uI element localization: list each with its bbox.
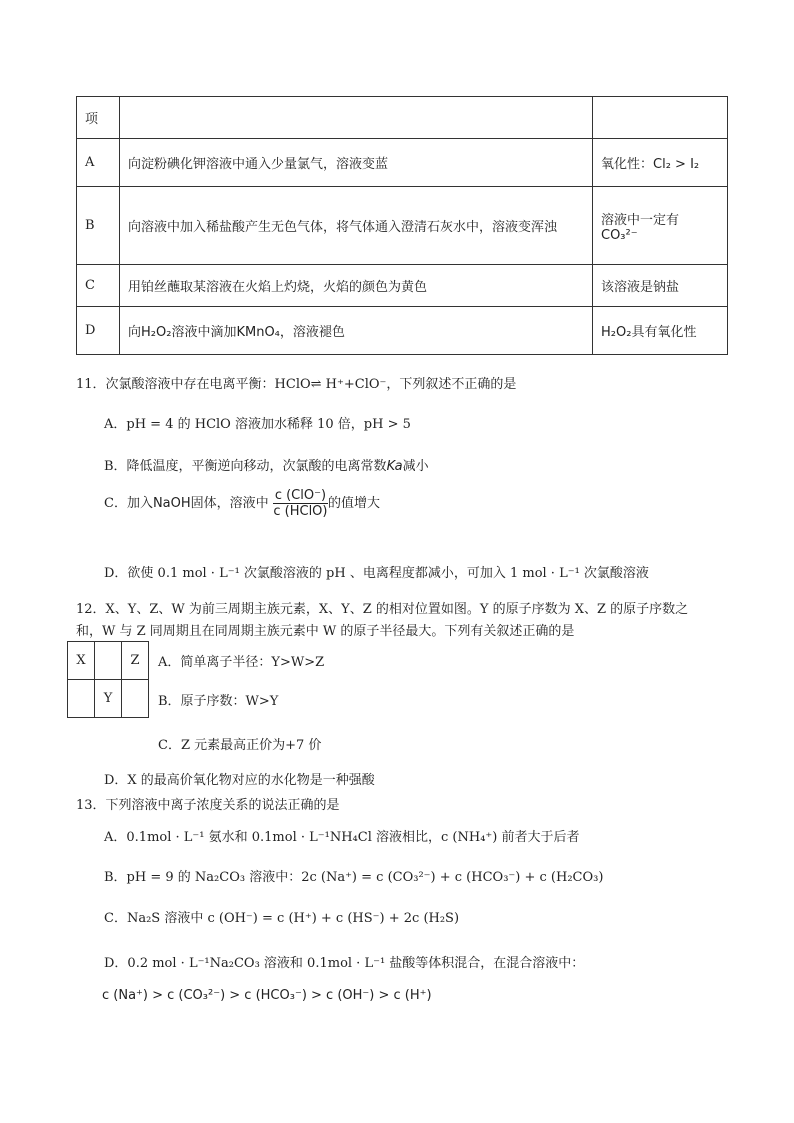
table-header-cell: 项 — [77, 97, 120, 139]
q11-option-a: A．pH = 4 的 HClO 溶液加水稀释 10 倍，pH > 5 — [104, 417, 411, 432]
periodic-position-grid: X Z Y — [67, 641, 149, 718]
experiment-table — [76, 96, 728, 355]
question-12-stem-line1: 12．X、Y、Z、W 为前三周期主族元素，X、Y、Z 的相对位置如图。Y 的原子序数为 X、Z 的原子序数之 — [76, 602, 689, 617]
table-row: B 向溶液中加入稀盐酸产生无色气体，将气体通入澄清石灰水中，溶液变浑浊 溶液中一定有 CO₃²⁻ — [77, 187, 728, 265]
q13-option-b: B．pH = 9 的 Na₂CO₃ 溶液中：2c (Na⁺) = c (CO₃²⁻) + c (HCO₃⁻) + c (H₂CO₃) — [104, 870, 604, 885]
table-row: D 向H₂O₂溶液中滴加KMnO₄，溶液褪色 H₂O₂具有氧化性 — [77, 307, 728, 355]
question-12-stem-line2: 和，W 与 Z 同周期且在同周期主族元素中 W 的原子半径最大。下列有关叙述正确的是 — [76, 624, 575, 639]
question-11-stem: 11．次氯酸溶液中存在电离平衡：HClO⇌ H⁺+ClO⁻，下列叙述不正确的是 — [76, 377, 517, 392]
q12-option-d: D．X 的最高价氧化物对应的水化物是一种强酸 — [104, 773, 375, 788]
q13-option-a: A．0.1mol · L⁻¹ 氨水和 0.1mol · L⁻¹NH₄Cl 溶液相比，c (NH₄⁺) 前者大于后者 — [104, 830, 580, 845]
concentration-fraction: $\frac{\text{c (ClO⁻)}}{\text{c (HClO)}}$ — [273, 488, 328, 519]
q12-option-a: A．简单离子半径：Y>W>Z — [158, 655, 325, 670]
q13-option-c: C．Na₂S 溶液中 c (OH⁻) = c (H⁺) + c (HS⁻) + 2c (H₂S) — [104, 911, 460, 926]
q12-option-b: B．原子序数：W>Y — [158, 694, 279, 709]
question-13-stem: 13．下列溶液中离子浓度关系的说法正确的是 — [76, 798, 340, 813]
q12-option-c: C．Z 元素最高正价为+7 价 — [158, 738, 322, 753]
q11-option-c: C．加入NaOH固体，溶液中 $\frac{\text{c (ClO⁻)}}{\text{c (HClO)}}$ 的值增大 — [104, 488, 381, 519]
q11-option-d: D．欲使 0.1 mol · L⁻¹ 次氯酸溶液的 pH 、电离程度都减小，可加入 1 mol · L⁻¹ 次氯酸溶液 — [104, 566, 649, 581]
table-row: C 用铂丝蘸取某溶液在火焰上灼烧，火焰的颜色为黄色 该溶液是钠盐 — [77, 265, 728, 307]
q13-option-d: D．0.2 mol · L⁻¹Na₂CO₃ 溶液和 0.1mol · L⁻¹ 盐酸等体积混合，在混合溶液中： — [104, 956, 585, 971]
q13-option-d-inequality: c (Na⁺) > c (CO₃²⁻) > c (HCO₃⁻) > c (OH⁻) > c (H⁺) — [102, 988, 432, 1003]
q11-option-b: B．降低温度，平衡逆向移动，次氯酸的电离常数Ka减小 — [104, 459, 429, 474]
table-row: A 向淀粉碘化钾溶液中通入少量氯气，溶液变蓝 氧化性：Cl₂ > I₂ — [77, 139, 728, 187]
